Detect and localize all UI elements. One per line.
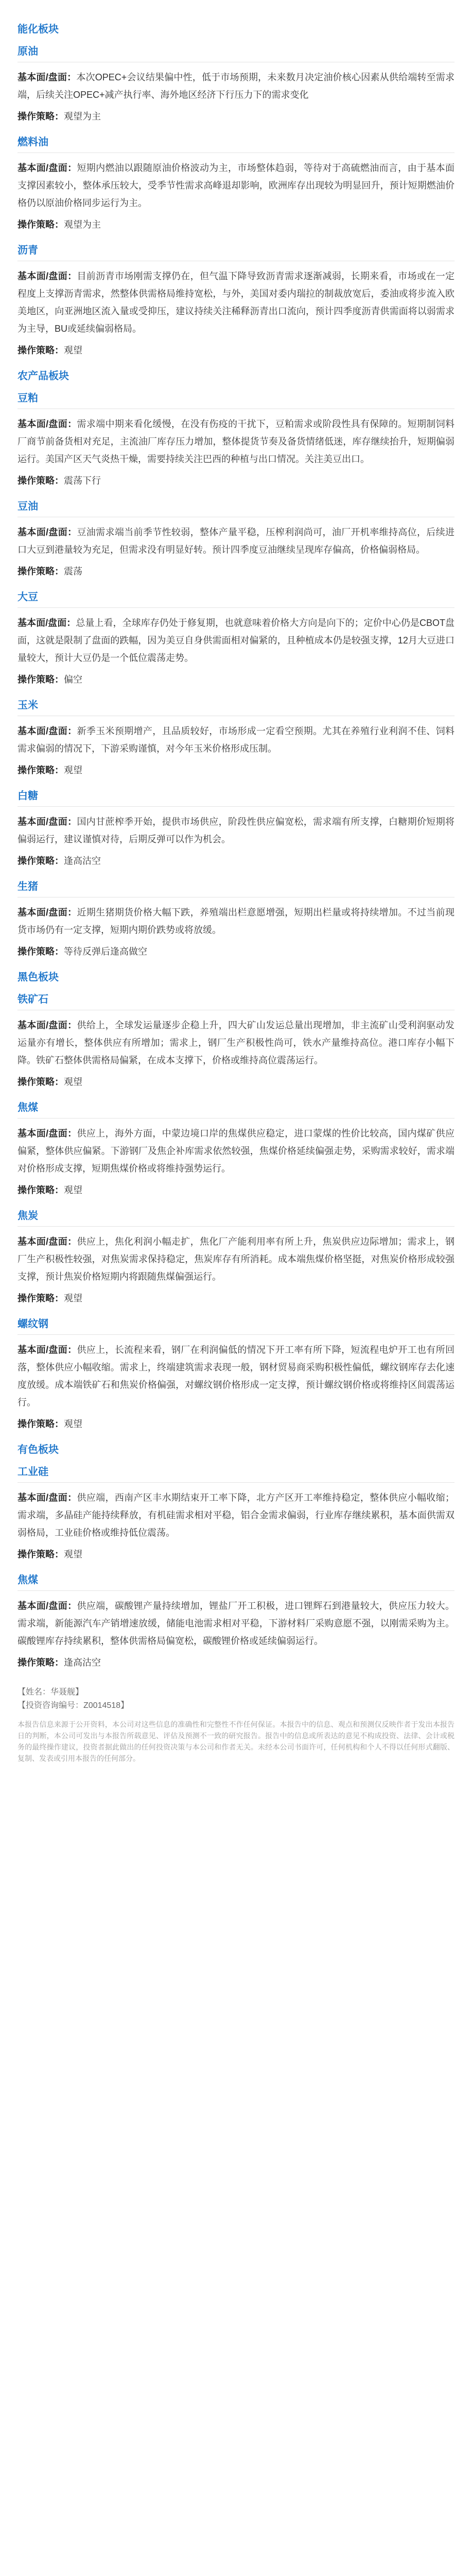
strategy-label: 操作策略： (18, 1549, 64, 1560)
divider (18, 1226, 454, 1227)
strategy-text: 观望为主 (64, 219, 101, 230)
strategy-paragraph (18, 1074, 454, 1090)
basis-paragraph (18, 904, 454, 939)
basis-paragraph (18, 267, 454, 337)
strategy-text: 观望 (64, 1077, 82, 1087)
product-name: 焦煤 (18, 1574, 38, 1586)
section-black (18, 969, 454, 1432)
basis-text: 目前沥青市场刚需支撑仍在，但气温下降导致沥青需求逐渐减弱，长期来看，市场或在一定程度上支撑沥青需求，然整体供需格局维持宽松，与外，美国对委内瑞拉的制裁放宽后，委油或将步流入欧美地区，向亚洲地区流入量或受抑压，建议持续关注稀释沥青出口流向，预计四季度沥青供需面将以弱需求为主导，BU或延续偏弱格局。 (18, 271, 454, 334)
strategy-text: 观望 (64, 1293, 82, 1303)
strategy-label: 操作策略： (18, 765, 64, 775)
product-name: 原油 (18, 46, 38, 57)
basis-text: 供应上，焦化利润小幅走扩，焦化厂产能利用率有所上升，焦炭供应边际增加；需求上，钢厂生产积极性较强，对焦炭需求保持稳定，焦炭库存有所消耗。成本端焦煤价格坚挺，对焦炭价格形成较强支撑，预计焦炭价格短期内将跟随焦煤偏强运行。 (18, 1236, 454, 1282)
basis-text: 需求端中期来看化缓慢，在没有伤疫的干扰下，豆粕需求或阶段性具有保障的。短期制饲料厂商节前备货相对充足，主流油厂库存压力增加，整体提货节奏及备货情绪低迷，库存继续抬升，短期偏弱运行。美国产区天气炎热干燥，需要持续关注巴西的种植与出口情况。关注美豆出口。 (18, 419, 454, 464)
strategy-paragraph (18, 1655, 454, 1670)
basis-text: 近期生猪期货价格大幅下跌，养殖端出栏意愿增强，短期出栏量或将持续增加。不过当前现货市场仍有一定支撑，短期内期价跌势或将放缓。 (18, 907, 454, 935)
strategy-paragraph (18, 762, 454, 778)
basis-paragraph (18, 722, 454, 757)
basis-paragraph (18, 1341, 454, 1411)
strategy-label: 操作策略： (18, 345, 64, 355)
basis-paragraph (18, 415, 454, 468)
product-block-industrial-silicon (18, 1463, 454, 1562)
basis-text: 供应端，西南产区丰水期结束开工率下降，北方产区开工率维持稳定，整体供应小幅收缩；需求端，多晶硅产能持续释放，有机硅需求相对平稳，铝合金需求偏弱，行业库存继续累积，基本面供需双弱格局，工业硅价格或维持低位震荡。 (18, 1493, 454, 1538)
product-block-soymeal (18, 389, 454, 488)
strategy-text: 观望 (64, 1549, 82, 1560)
product-block-coke (18, 1207, 454, 1306)
product-name: 焦炭 (18, 1210, 38, 1222)
product-block-coking-coal (18, 1099, 454, 1198)
author-info (18, 1686, 454, 1713)
basis-text: 国内甘蔗榨季开始，提供市场供应，阶段性供应偏宽松，需求端有所支撑，白糖期价短期将偏弱运行，建议谨慎对待，后期反弹可以作为机会。 (18, 817, 454, 844)
product-name: 豆粕 (18, 393, 38, 404)
strategy-paragraph (18, 343, 454, 358)
product-name: 大豆 (18, 591, 38, 603)
product-name: 螺纹钢 (18, 1318, 48, 1330)
basis-text: 豆油需求端当前季节性较弱，整体产量平稳，压榨利润尚可，油厂开机率维持高位，后续进口大豆到港量较为充足，但需求没有明显好转。预计四季度豆油继续呈现库存偏高，价格偏弱格局。 (18, 527, 454, 555)
basis-label: 基本面/盘面： (18, 1236, 77, 1247)
strategy-paragraph (18, 473, 454, 488)
strategy-text: 等待反弹后逢高做空 (64, 946, 147, 957)
basis-text: 新季玉米预期增产，且品质较好，市场形成一定看空预期。尤其在养殖行业利润不佳、饲料需求偏弱的情况下，下游采购谨慎，对今年玉米价格形成压制。 (18, 726, 454, 754)
basis-label: 基本面/盘面： (18, 271, 77, 281)
basis-text: 总量上看，全球库存仍处于修复期，也就意味着价格大方向是向下的；定价中心仍是CBOT盘面，这就是限制了盘面的跌幅，因为美豆自身供需面相对偏紧的，且种植成本仍是较强支撑，12月大豆进口量较大，预计大豆仍是一个低位震荡走势。 (18, 618, 454, 663)
product-block-crude (18, 43, 454, 124)
basis-paragraph (18, 1597, 454, 1650)
basis-text: 供应端，碳酸锂产量持续增加，锂盐厂开工积极，进口锂辉石到港量较大，供应压力较大。需求端，新能源汽车产销增速放缓，储能电池需求相对平稳，下游材料厂采购意愿不强，以刚需采购为主。碳酸锂库存持续累积，整体供需格局偏宽松，碳酸锂价格或延续偏弱运行。 (18, 1601, 454, 1646)
product-name: 玉米 (18, 700, 38, 711)
strategy-text: 震荡下行 (64, 476, 101, 486)
divider (18, 152, 454, 153)
strategy-paragraph (18, 853, 454, 869)
strategy-label: 操作策略： (18, 111, 64, 122)
product-block-sugar (18, 787, 454, 869)
product-block-asphalt (18, 242, 454, 358)
section-energy (18, 21, 454, 358)
strategy-paragraph (18, 672, 454, 687)
product-block-lithium (18, 1571, 454, 1670)
category-title-agri: 农产品板块 (18, 370, 69, 382)
strategy-text: 观望为主 (64, 111, 101, 122)
basis-text: 本次OPEC+会议结果偏中性，低于市场预期，未来数月决定油价核心因素从供给端转至需求端，后续关注OPEC+减产执行率、海外地区经济下行压力下的需求变化 (18, 72, 454, 100)
basis-paragraph (18, 159, 454, 212)
basis-label: 基本面/盘面： (18, 1020, 77, 1030)
basis-paragraph (18, 1125, 454, 1177)
basis-label: 基本面/盘面： (18, 1493, 77, 1503)
strategy-text: 观望 (64, 345, 82, 355)
basis-label: 基本面/盘面： (18, 527, 77, 537)
strategy-label: 操作策略： (18, 1077, 64, 1087)
basis-paragraph (18, 69, 454, 104)
basis-paragraph (18, 523, 454, 558)
product-block-fuel-oil (18, 133, 454, 232)
basis-text: 短期内燃油以跟随原油价格波动为主，市场整体趋弱，等待对于高硫燃油而言，由于基本面支撑因素较小，整体承压较大，受季节性需求高峰退却影响，欧洲库存出现较为明显回升，预计短期燃油价格仍以原油价格同步运行为主。 (18, 163, 454, 208)
basis-paragraph (18, 1233, 454, 1285)
product-name: 工业硅 (18, 1466, 48, 1478)
product-block-hog (18, 878, 454, 959)
strategy-label: 操作策略： (18, 674, 64, 685)
strategy-text: 震荡 (64, 566, 82, 577)
product-block-corn (18, 697, 454, 778)
strategy-text: 观望 (64, 1185, 82, 1195)
product-block-iron-ore (18, 991, 454, 1090)
divider (18, 1482, 454, 1483)
strategy-paragraph (18, 944, 454, 959)
strategy-text: 观望 (64, 1419, 82, 1429)
strategy-label: 操作策略： (18, 476, 64, 486)
category-title-nonferrous: 有色板块 (18, 1444, 59, 1455)
divider (18, 1590, 454, 1591)
product-name: 沥青 (18, 245, 38, 256)
product-name: 焦煤 (18, 1102, 38, 1113)
product-block-soyoil (18, 498, 454, 579)
strategy-label: 操作策略： (18, 1657, 64, 1668)
strategy-label: 操作策略： (18, 946, 64, 957)
product-block-soybean (18, 588, 454, 687)
basis-label: 基本面/盘面： (18, 817, 77, 827)
basis-paragraph (18, 614, 454, 667)
basis-label: 基本面/盘面： (18, 72, 77, 82)
divider (18, 1334, 454, 1335)
strategy-label: 操作策略： (18, 219, 64, 230)
basis-label: 基本面/盘面： (18, 726, 77, 736)
strategy-label: 操作策略： (18, 1419, 64, 1429)
basis-label: 基本面/盘面： (18, 618, 76, 628)
basis-paragraph (18, 813, 454, 848)
section-agri (18, 367, 454, 959)
license-number: 【投资咨询编号：Z0014518】 (18, 1701, 129, 1710)
product-name: 豆油 (18, 501, 38, 512)
strategy-paragraph (18, 564, 454, 579)
editor-name: 【姓名：华聂舰】 (18, 1688, 84, 1697)
basis-paragraph (18, 1489, 454, 1541)
divider (18, 806, 454, 807)
strategy-text: 观望 (64, 765, 82, 775)
basis-paragraph (18, 1016, 454, 1069)
basis-text: 供应上，长流程来看，钢厂在利润偏低的情况下开工率有所下降，短流程电炉开工也有所回落，整体供应小幅收缩。需求上，终端建筑需求表现一般，钢材贸易商采购积极性偏低，螺纹钢库存去化速度放缓。成本端铁矿石和焦炭价格偏强，对螺纹钢价格形成一定支撑，预计螺纹钢价格或将维持区间震荡运行。 (18, 1345, 454, 1408)
strategy-text: 偏空 (64, 674, 82, 685)
strategy-paragraph (18, 1291, 454, 1306)
strategy-paragraph (18, 1547, 454, 1562)
disclaimer-text: 本报告信息来源于公开资料，本公司对这些信息的准确性和完整性不作任何保证。本报告中的信息、观点和预测仅反映作者于发出本报告日的判断，本公司可发出与本报告所载意见、评估及预测不一致的研究报告。报告中的信息或所表达的意见不构成投资、法律、会计或税务的最终操作建议，投资者据此做出的任何投资决策与本公司和作者无关。未经本公司书面许可，任何机构和个人不得以任何形式翻版、复制、发表或引用本报告的任何部分。 (18, 1720, 454, 1762)
basis-label: 基本面/盘面： (18, 1128, 77, 1139)
strategy-label: 操作策略： (18, 566, 64, 577)
basis-label: 基本面/盘面： (18, 1345, 77, 1355)
section-nonferrous (18, 1441, 454, 1670)
basis-label: 基本面/盘面： (18, 907, 77, 918)
category-title-black: 黑色板块 (18, 972, 59, 983)
strategy-label: 操作策略： (18, 1185, 64, 1195)
basis-label: 基本面/盘面： (18, 419, 77, 429)
strategy-paragraph (18, 109, 454, 124)
product-name: 白糖 (18, 790, 38, 802)
strategy-paragraph (18, 1416, 454, 1432)
basis-text: 供应上，海外方面，中蒙边境口岸的焦煤供应稳定，进口蒙煤的性价比较高，国内煤矿供应偏紧，整体供应偏紧。下游钢厂及焦企补库需求依然较强，焦煤价格延续偏强走势，采购需求较好，需求端对价格形成支撑，短期焦煤价格或将维持强势运行。 (18, 1128, 454, 1174)
basis-label: 基本面/盘面： (18, 163, 77, 173)
category-title-energy: 能化板块 (18, 24, 59, 35)
product-name: 燃料油 (18, 137, 48, 148)
strategy-text: 逢高沽空 (64, 1657, 101, 1668)
strategy-label: 操作策略： (18, 1293, 64, 1303)
product-name: 生猪 (18, 881, 38, 892)
strategy-paragraph (18, 217, 454, 232)
strategy-paragraph (18, 1182, 454, 1198)
strategy-label: 操作策略： (18, 856, 64, 866)
strategy-text: 逢高沽空 (64, 856, 101, 866)
product-name: 铁矿石 (18, 994, 48, 1005)
divider (18, 607, 454, 608)
basis-text: 供给上，全球发运量逐步企稳上升，四大矿山发运总量出现增加，非主流矿山受利润驱动发运量亦有增长，整体供应有所增加；需求上，钢厂生产积极性尚可，铁水产量维持高位。港口库存小幅下降。铁矿石整体供需格局偏紧，在成本支撑下，价格或维持高位震荡运行。 (18, 1020, 454, 1065)
basis-label: 基本面/盘面： (18, 1601, 77, 1611)
product-block-rebar (18, 1315, 454, 1432)
